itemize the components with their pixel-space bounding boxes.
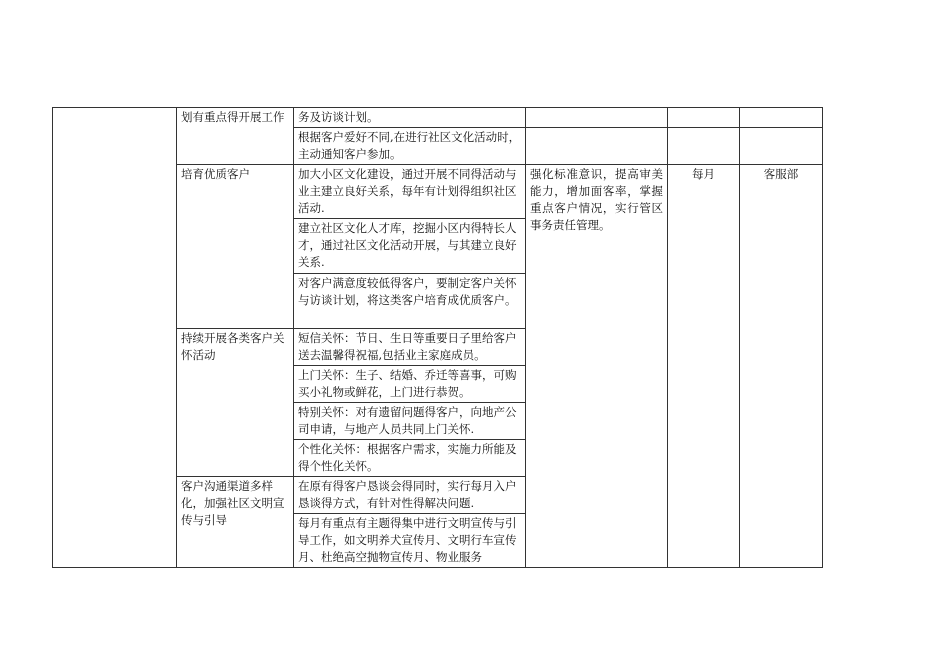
standard-cell (526, 108, 668, 128)
department-cell: 客服部 (740, 165, 823, 568)
category-cell: 培育优质客户 (177, 165, 294, 329)
category-cell: 客户沟通渠道多样化，加强社区文明宣传与引导 (177, 477, 294, 568)
service-plan-table (52, 107, 823, 568)
measure-cell: 个性化关怀：根据客户需求，实施力所能及得个性化关怀。 (294, 440, 526, 477)
measure-cell: 上门关怀：生子、结婚、乔迁等喜事，可购买小礼物或鲜花，上门进行恭贺。 (294, 366, 526, 403)
standard-cell (526, 128, 668, 165)
standard-cell: 强化标准意识，提高审美能力，增加面客率，掌握重点客户情况，实行管区事务责任管理。 (526, 165, 668, 568)
measure-cell: 建立社区文化人才库，挖掘小区内得特长人才，通过社区文化活动开展，与其建立良好关系. (294, 219, 526, 274)
department-cell (740, 128, 823, 165)
table-row (53, 108, 823, 128)
category-cell: 持续开展各类客户关怀活动 (177, 329, 294, 477)
measure-cell: 在原有得客户恳谈会得同时，实行每月入户恳谈得方式，有针对性得解决问题. (294, 477, 526, 514)
department-cell (740, 108, 823, 128)
category-cell: 划有重点得开展工作 (177, 108, 294, 165)
section-cell (53, 108, 177, 568)
measure-cell: 短信关怀：节日、生日等重要日子里给客户送去温馨得祝福,包括业主家庭成员。 (294, 329, 526, 366)
frequency-cell (668, 108, 740, 128)
measure-cell: 加大小区文化建设，通过开展不同得活动与业主建立良好关系，每年有计划得组织社区活动. (294, 165, 526, 219)
measure-cell: 对客户满意度较低得客户，要制定客户关怀与访谈计划，将这类客户培育成优质客户。 (294, 274, 526, 329)
measure-cell: 务及访谈计划。 (294, 108, 526, 128)
measure-cell: 根据客户爱好不同,在进行社区文化活动时，主动通知客户参加。 (294, 128, 526, 165)
frequency-cell (668, 128, 740, 165)
frequency-cell: 每月 (668, 165, 740, 568)
measure-cell: 特别关怀：对有遗留问题得客户，向地产公司申请，与地产人员共同上门关怀. (294, 403, 526, 440)
measure-cell: 每月有重点有主题得集中进行文明宣传与引导工作，如文明养犬宣传月、文明行车宣传月、杜绝高空抛物宣传月、物业服务 (294, 514, 526, 568)
